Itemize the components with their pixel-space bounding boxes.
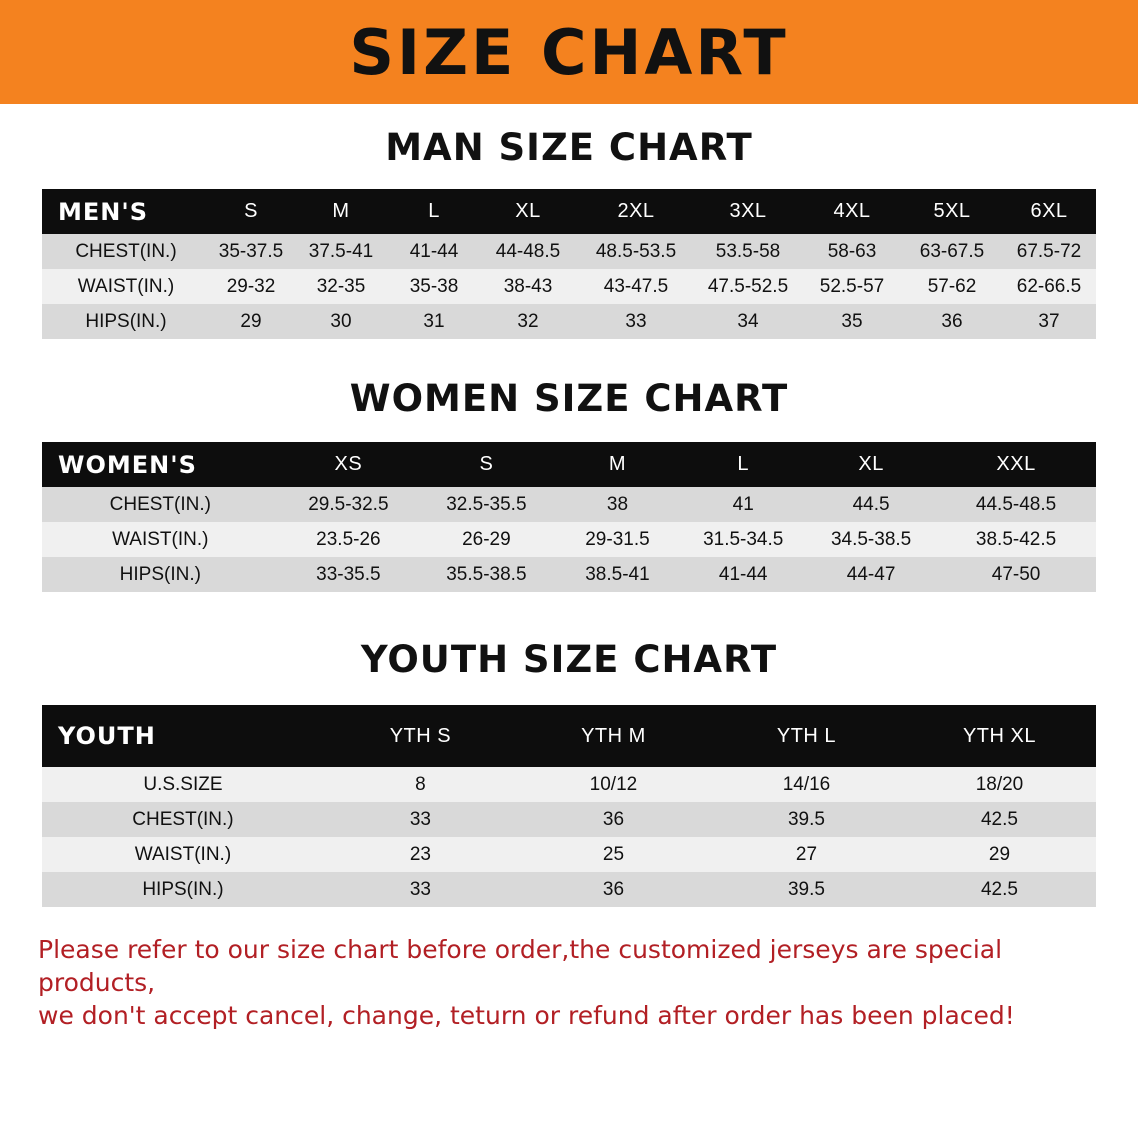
women-cell-2-5: 47-50 [936,557,1096,592]
women-cell-0-4: 44.5 [806,487,936,522]
women-cell-1-0: 23.5-26 [279,522,419,557]
youth-col-1: YTH M [581,724,646,747]
women-cell-0-2: 38 [555,487,681,522]
men-cell-0-0: 35-37.5 [210,234,292,269]
youth-cell-3-3: 42.5 [903,872,1096,907]
women-row-label-2: HIPS(IN.) [42,557,279,592]
women-cell-1-1: 26-29 [418,522,554,557]
table-row [42,269,1096,304]
youth-col-2: YTH L [776,724,837,747]
table-row [42,522,1096,557]
women-cell-0-5: 44.5-48.5 [936,487,1096,522]
men-cell-2-2: 31 [390,304,478,339]
women-col-1: S [479,453,494,475]
men-col-7: 5XL [933,200,971,222]
youth-cell-2-2: 27 [710,837,903,872]
youth-cell-1-2: 39.5 [710,802,903,837]
men-cell-0-7: 63-67.5 [902,234,1002,269]
youth-cell-0-1: 10/12 [517,767,710,802]
youth-row-label-0: U.S.SIZE [42,767,324,802]
youth-col-3: YTH XL [962,724,1036,747]
men-cell-1-6: 52.5-57 [802,269,902,304]
youth-row-label-1: CHEST(IN.) [42,802,324,837]
men-cell-0-2: 41-44 [390,234,478,269]
men-cell-1-8: 62-66.5 [1002,269,1096,304]
women-section-heading: WOMEN SIZE CHART [349,377,789,420]
women-cell-1-3: 31.5-34.5 [680,522,806,557]
table-row [42,304,1096,339]
women-cell-1-5: 38.5-42.5 [936,522,1096,557]
men-cell-0-3: 44-48.5 [478,234,578,269]
men-cell-0-8: 67.5-72 [1002,234,1096,269]
women-table-wrapper [42,442,1096,592]
men-cell-1-5: 47.5-52.5 [694,269,802,304]
women-col-3: L [737,453,750,475]
women-cell-1-4: 34.5-38.5 [806,522,936,557]
banner-title: SIZE CHART [349,16,789,89]
youth-size-table [42,705,1096,907]
men-cell-2-0: 29 [210,304,292,339]
youth-cell-1-1: 36 [517,802,710,837]
youth-cell-2-0: 23 [324,837,517,872]
man-section-heading: MAN SIZE CHART [385,126,753,169]
youth-section-heading: YOUTH SIZE CHART [360,638,778,681]
youth-row-label-3: HIPS(IN.) [42,872,324,907]
men-table-header-row [42,189,1096,234]
women-corner-label: WOMEN'S [58,450,197,479]
women-cell-0-1: 32.5-35.5 [418,487,554,522]
women-cell-2-2: 38.5-41 [555,557,681,592]
men-cell-0-4: 48.5-53.5 [578,234,694,269]
women-row-label-0: CHEST(IN.) [42,487,279,522]
men-col-3: XL [515,200,541,222]
men-cell-2-3: 32 [478,304,578,339]
men-row-label-1: WAIST(IN.) [42,269,210,304]
men-cell-2-7: 36 [902,304,1002,339]
men-cell-1-0: 29-32 [210,269,292,304]
women-col-5: XXL [996,453,1036,475]
youth-corner-label: YOUTH [58,722,156,750]
men-cell-1-7: 57-62 [902,269,1002,304]
men-cell-0-6: 58-63 [802,234,902,269]
footer-note [38,933,1100,1032]
women-col-2: M [608,453,627,475]
men-table-wrapper [42,189,1096,339]
women-cell-2-3: 41-44 [680,557,806,592]
men-col-1: M [332,200,350,222]
women-col-0: XS [334,453,363,475]
table-row [42,234,1096,269]
men-cell-1-3: 38-43 [478,269,578,304]
men-cell-2-4: 33 [578,304,694,339]
table-row [42,557,1096,592]
youth-cell-0-3: 18/20 [903,767,1096,802]
women-col-4: XL [858,453,884,475]
youth-cell-0-0: 8 [324,767,517,802]
men-col-5: 3XL [729,200,767,222]
youth-cell-1-3: 42.5 [903,802,1096,837]
youth-cell-1-0: 33 [324,802,517,837]
footer-note-line-1: Please refer to our size chart before order,the customized jerseys are special products, [38,935,1003,997]
men-cell-0-5: 53.5-58 [694,234,802,269]
women-cell-2-0: 33-35.5 [279,557,419,592]
men-cell-2-5: 34 [694,304,802,339]
men-cell-2-8: 37 [1002,304,1096,339]
table-row [42,837,1096,872]
men-cell-2-6: 35 [802,304,902,339]
youth-cell-3-0: 33 [324,872,517,907]
youth-cell-3-1: 36 [517,872,710,907]
youth-cell-3-2: 39.5 [710,872,903,907]
men-cell-0-1: 37.5-41 [292,234,390,269]
women-size-table [42,442,1096,592]
footer-note-line-2: we don't accept cancel, change, teturn or refund after order has been placed! [38,1001,1015,1030]
youth-table-header-row [42,705,1096,767]
men-cell-1-2: 35-38 [390,269,478,304]
women-cell-2-1: 35.5-38.5 [418,557,554,592]
youth-col-0: YTH S [389,724,452,747]
youth-table-wrapper [42,705,1096,907]
women-cell-2-4: 44-47 [806,557,936,592]
men-col-6: 4XL [833,200,871,222]
women-row-label-1: WAIST(IN.) [42,522,279,557]
table-row [42,802,1096,837]
women-cell-0-3: 41 [680,487,806,522]
men-col-0: S [244,200,258,222]
youth-cell-2-1: 25 [517,837,710,872]
men-size-table [42,189,1096,339]
table-row [42,872,1096,907]
men-cell-2-1: 30 [292,304,390,339]
youth-cell-0-2: 14/16 [710,767,903,802]
men-col-2: L [428,200,440,222]
men-col-8: 6XL [1030,200,1068,222]
youth-cell-2-3: 29 [903,837,1096,872]
youth-row-label-2: WAIST(IN.) [42,837,324,872]
men-row-label-0: CHEST(IN.) [42,234,210,269]
men-row-label-2: HIPS(IN.) [42,304,210,339]
men-cell-1-1: 32-35 [292,269,390,304]
men-col-4: 2XL [617,200,655,222]
men-cell-1-4: 43-47.5 [578,269,694,304]
women-table-header-row [42,442,1096,487]
table-row [42,767,1096,802]
women-cell-1-2: 29-31.5 [555,522,681,557]
banner [0,0,1138,104]
women-cell-0-0: 29.5-32.5 [279,487,419,522]
table-row [42,487,1096,522]
men-corner-label: MEN'S [58,197,148,226]
